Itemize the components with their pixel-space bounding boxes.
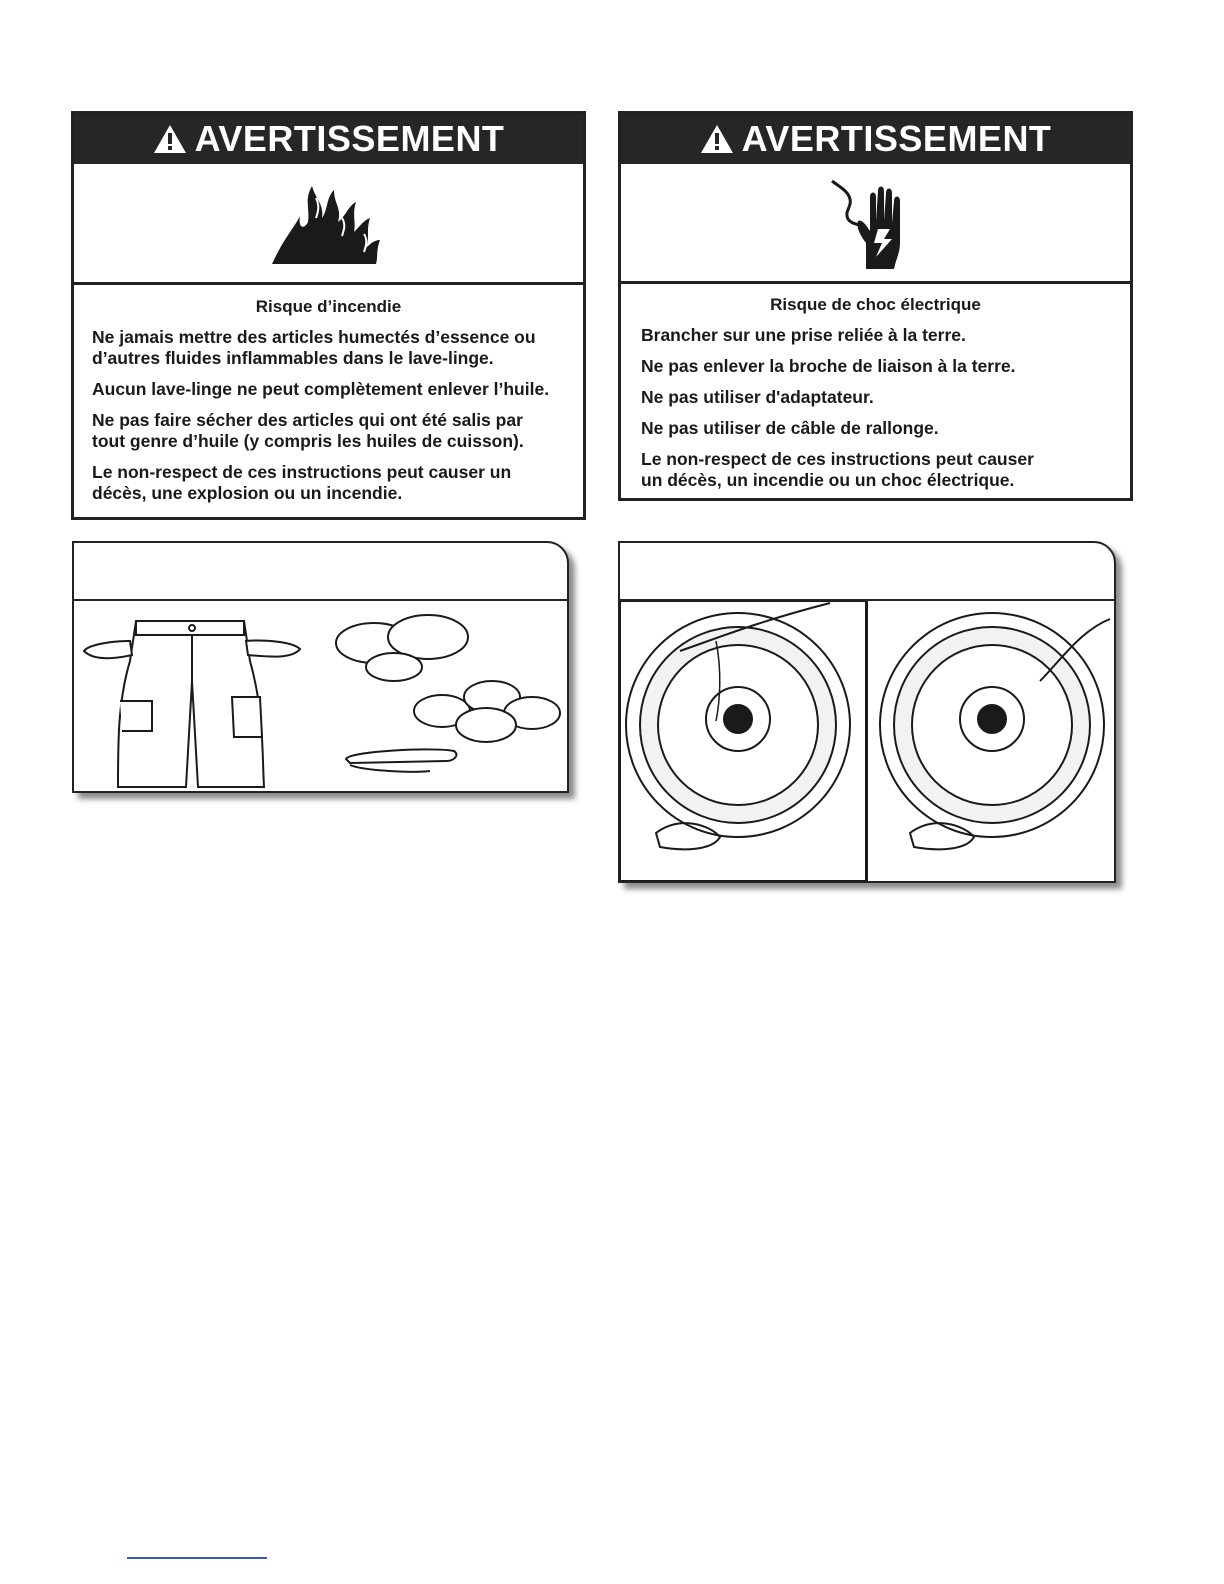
warning-line: Ne pas faire sécher des articles qui ont été salis par tout genre d’huile (y compris les huiles de cuisson). xyxy=(92,410,524,451)
warning-line: Le non-respect de ces instructions peut causer un décès, une explosion ou un incendie. xyxy=(92,462,512,503)
coins-icon xyxy=(336,615,468,681)
buttons-icon xyxy=(414,681,560,742)
warning-title: Risque de choc électrique xyxy=(770,295,981,314)
fire-icon-area xyxy=(74,164,583,285)
shock-warning-box xyxy=(618,111,1133,501)
shock-icon-area xyxy=(621,164,1130,284)
warning-line: Le non-respect de ces instructions peut causer un décès, un incendie ou un choc électrique. xyxy=(641,449,1034,490)
panel-body xyxy=(74,601,567,791)
fire-icon xyxy=(264,178,394,268)
warning-title: Risque d’incendie xyxy=(255,297,402,316)
warning-line: Brancher sur une prise reliée à la terre. xyxy=(641,325,966,345)
fire-warning-text xyxy=(74,296,583,514)
electric-shock-hand-icon xyxy=(826,173,926,273)
panel-header xyxy=(74,543,567,601)
warning-triangle-icon xyxy=(153,124,187,154)
warning-line: Ne pas utiliser de câble de rallonge. xyxy=(641,418,939,438)
shock-warning-text xyxy=(621,294,1130,501)
pockets-illustration-panel xyxy=(72,541,569,793)
washer-illustration-panel xyxy=(618,541,1116,883)
warning-line: Ne pas utiliser d'adaptateur. xyxy=(641,387,874,407)
pants-empty-pockets-icon xyxy=(84,621,300,787)
washer-pour-liquid-icon xyxy=(620,601,866,881)
warning-line: Aucun lave-linge ne peut complètement enlever l’huile. xyxy=(92,379,550,399)
panel-body xyxy=(620,601,1114,881)
fire-warning-box xyxy=(71,111,586,520)
warning-triangle-icon xyxy=(700,124,734,154)
warning-header xyxy=(621,114,1130,164)
warning-header xyxy=(74,114,583,164)
warning-header-text: AVERTISSEMENT xyxy=(741,118,1052,159)
washer-wipe-icon xyxy=(880,613,1110,849)
panel-header xyxy=(620,543,1114,601)
warning-header-text: AVERTISSEMENT xyxy=(194,118,505,159)
warning-line: Ne jamais mettre des articles humectés d’essence ou d’autres fluides inflammables dans le lave-linge. xyxy=(92,327,536,368)
warning-line: Ne pas enlever la broche de liaison à la terre. xyxy=(641,356,1016,376)
page-link-underline[interactable] xyxy=(127,1557,267,1559)
safety-pins-icon xyxy=(346,749,456,771)
